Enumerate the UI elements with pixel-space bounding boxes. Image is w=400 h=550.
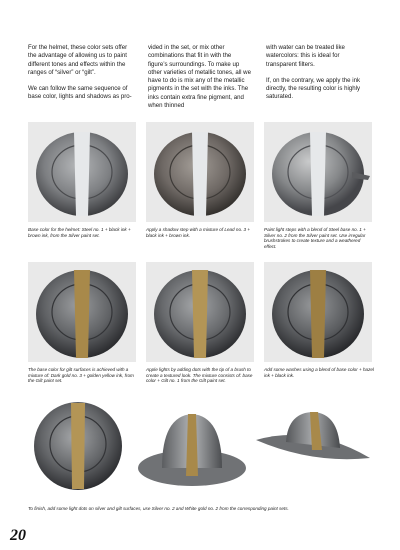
intro-column-2 <box>148 44 252 118</box>
helmet-photo-finished-angle <box>252 402 374 476</box>
caption: Apply a shadow step with a mixture of Lead no. 3 + black ink + brown ink. <box>146 227 251 238</box>
caption: Base color for the helmet: Steel no. 1 + black ink + brown ink, from the Silver paint set. <box>28 227 131 238</box>
intro-paragraph: We can follow the same sequence of base color, lights and shadows as pro- <box>28 85 132 101</box>
intro-column-1 <box>28 44 132 110</box>
page-number: 20 <box>10 527 26 544</box>
helmet-photo-steel-lights <box>264 122 372 222</box>
caption: Add some washes using a blend of base color + hazel ink + black ink. <box>264 367 374 378</box>
helmet-photo-finished-top <box>28 398 128 492</box>
helmet-photo-steel-shadow <box>146 122 254 222</box>
caption: Paint light steps with a blend of Steel base no. 1 + Silver no. 2 from the Silver paint set. Use irregular brushstrokes to create texture and a weathered effect. <box>264 227 366 249</box>
helmet-photo-gilt-lights <box>146 262 254 362</box>
intro-column-3 <box>266 44 370 110</box>
caption: Apple lights by adding dots with the tip of a brush to create a textured look. The mixture consists of: base color + Gilt no. 1 from the Gilt paint set. <box>146 367 253 384</box>
helmet-photo-steel-base <box>28 122 136 222</box>
intro-paragraph: with water can be treated like watercolors: this is ideal for transparent filters. <box>266 44 345 68</box>
helmet-photo-finished-side <box>136 406 248 492</box>
intro-paragraph: vided in the set, or mix other combinations that fit in with the figure’s surroundings. To make up other varieties of metallic tones, all we have to do is mix any of the metallic pigments in the set with the inks. The inks contain extra fine pigment, and when thinned <box>148 44 251 110</box>
intro-paragraph: For the helmet, these color sets offer the advantage of allowing us to paint different tones and effects within the ranges of “silver” or “gilt”. <box>28 44 128 76</box>
helmet-photo-gilt-washes <box>264 262 372 362</box>
helmet-photo-gilt-base <box>28 262 136 362</box>
caption-final: To finish, add some light dots on silver and gilt surfaces, use Silver no. 2 and White gold no. 2 from the corresponding paint sets. <box>28 506 289 511</box>
intro-paragraph: If, on the contrary, we apply the ink directly, the resulting color is highly saturated. <box>266 76 361 101</box>
caption: The base color for gilt surfaces is achieved with a mixture of: Dark gold no. 3 + golden yellow ink, from the Gilt paint set. <box>28 367 134 384</box>
